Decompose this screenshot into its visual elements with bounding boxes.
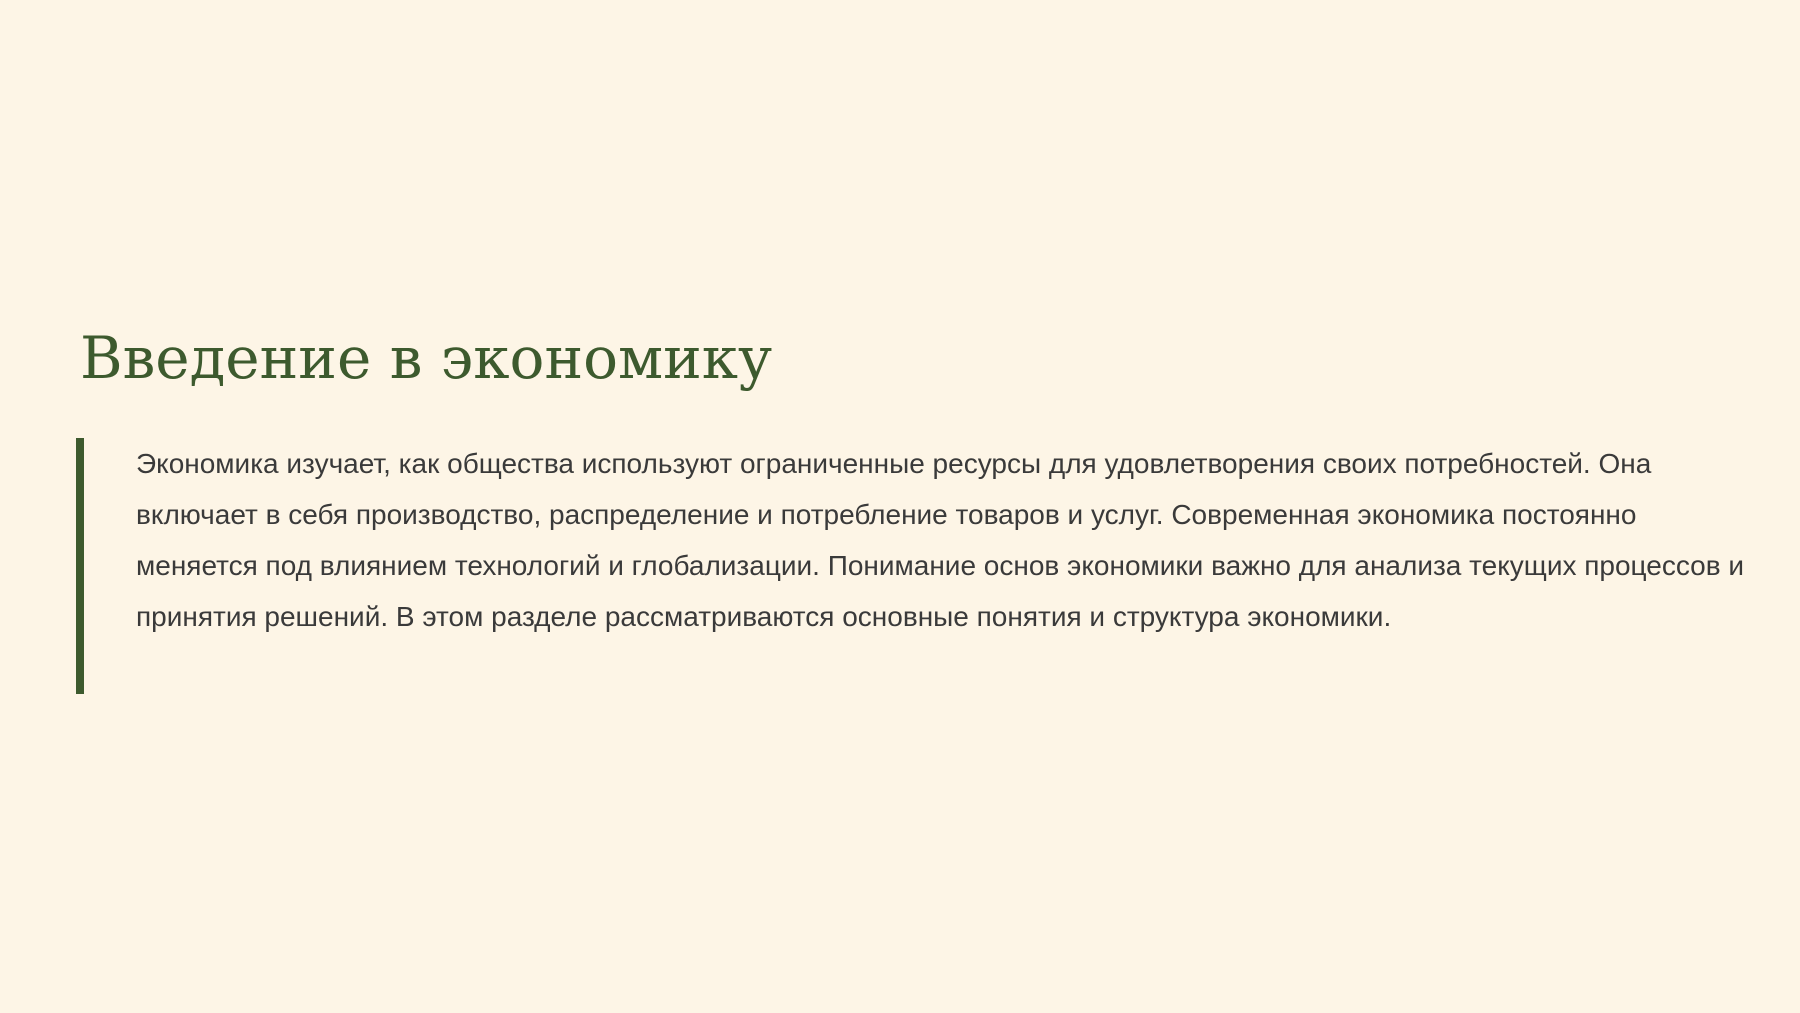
slide-body-text: Экономика изучает, как общества используют ограниченные ресурсы для удовлетворения своих потребностей. Она включает в себя производство, распределение и потребление товаров и услуг. Современная экономика постоянно меняется под влиянием технологий и глобализации. Понимание основ экономики важно для анализа текущих процессов и принятия решений. В этом разделе рассматриваются основные понятия и структура экономики. bbox=[136, 448, 1745, 632]
slide-title: Введение в экономику bbox=[80, 324, 773, 392]
quote-block bbox=[76, 438, 1745, 694]
